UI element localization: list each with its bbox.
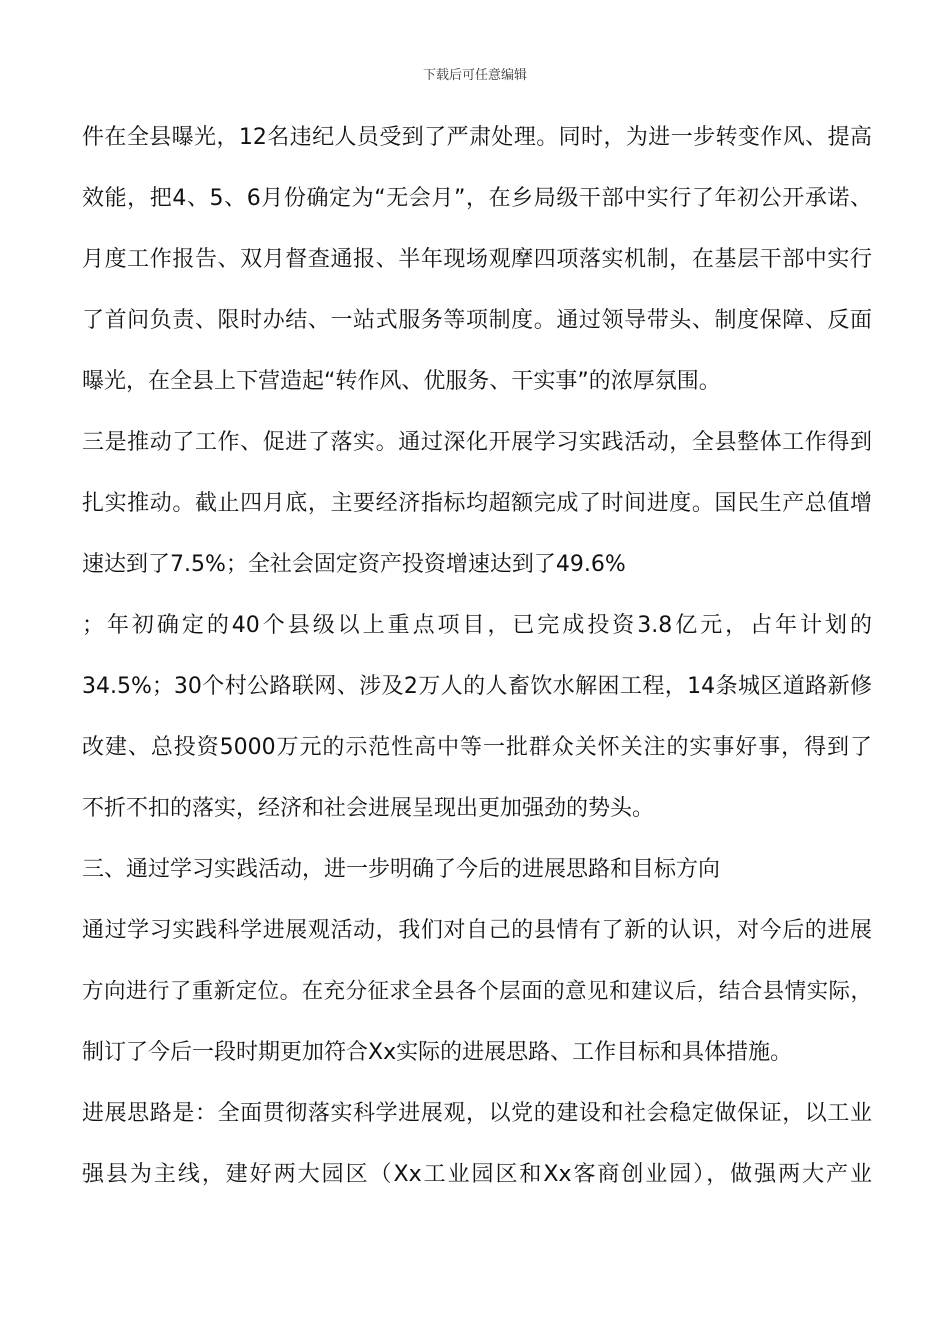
text-line: 月度工作报告、双月督查通报、半年现场观摩四项落实机制，在基层干部中实行 (82, 247, 872, 272)
text-line: 三是推动了工作、促进了落实。通过深化开展学习实践活动，全县整体工作得到 (82, 430, 872, 455)
text-line: 曝光，在全县上下营造起“转作风、优服务、干实事”的浓厚氛围。 (82, 369, 721, 394)
text-line: 通过学习实践科学进展观活动，我们对自己的县情有了新的认识，对今后的进展 (82, 918, 872, 943)
text-line: 件在全县曝光，12名违纪人员受到了严肃处理。同时，为进一步转变作风、提高 (82, 125, 872, 150)
text-line: 扎实推动。截止四月底，主要经济指标均超额完成了时间进度。国民生产总值增 (82, 491, 872, 516)
document-body (82, 112, 872, 1210)
text-line: 方向进行了重新定位。在充分征求全县各个层面的意见和建议后，结合县情实际， (82, 979, 872, 1004)
text-line: 效能，把4、5、6月份确定为“无会月”，在乡局级干部中实行了年初公开承诺、 (82, 186, 872, 211)
text-line: 34.5%；30个村公路联网、涉及2万人的人畜饮水解困工程，14条城区道路新修 (82, 674, 872, 699)
page-header: 下载后可任意编辑 (422, 68, 527, 83)
text-line: 进展思路是：全面贯彻落实科学进展观，以党的建设和社会稳定做保证，以工业 (82, 1101, 872, 1126)
text-line: 了首问负责、限时办结、一站式服务等项制度。通过领导带头、制度保障、反面 (82, 308, 872, 333)
text-line: ；年初确定的40个县级以上重点项目，已完成投资3.8亿元，占年计划的 (82, 613, 872, 638)
text-line: 制订了今后一段时期更加符合Xx实际的进展思路、工作目标和具体措施。 (82, 1040, 793, 1065)
text-line: 强县为主线，建好两大园区（Xx工业园区和Xx客商创业园），做强两大产业 (82, 1162, 872, 1187)
text-line: 不折不扣的落实，经济和社会进展呈现出更加强劲的势头。 (82, 796, 655, 821)
text-line: 改建、总投资5000万元的示范性高中等一批群众关怀关注的实事好事，得到了 (82, 735, 872, 760)
section-heading: 三、通过学习实践活动，进一步明确了今后的进展思路和目标方向 (82, 857, 721, 882)
text-line: 速达到了7.5%；全社会固定资产投资增速达到了49.6% (82, 552, 626, 577)
